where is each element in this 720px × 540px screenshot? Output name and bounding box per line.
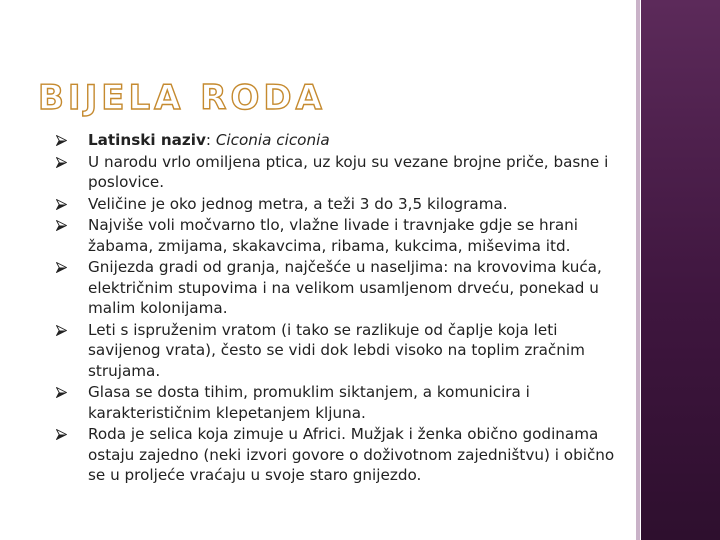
arrowhead-bullet-icon (56, 220, 67, 231)
list-item-text: Najviše voli močvarno tlo, vlažne livade i travnjake gdje se hrani žabama, zmijama, skakavcima, ribama, kukcima, miševima itd. (88, 216, 579, 255)
arrowhead-bullet-icon (56, 325, 67, 336)
arrowhead-bullet-icon (56, 199, 67, 210)
list-item-text: Gnijezda gradi od granja, najčešće u naseljima: na krovovima kuća, električnim stupovima i na velikom usamljenom drveću, ponekad u malim kolonijama. (88, 258, 602, 317)
arrowhead-bullet-icon (56, 429, 67, 440)
list-item (56, 130, 626, 151)
arrowhead-bullet-icon (56, 262, 67, 273)
list-item-text: Leti s ispruženim vratom (i tako se razlikuje od čaplje koja leti savijenog vrata), često se vidi dok lebdi visoko na toplim zračnim strujama. (88, 320, 585, 380)
list-item (56, 320, 626, 382)
list-item-text: Glasa se dosta tihim, promuklim siktanjem, a komunicira i karakterističnim klepetanjem kljuna. (88, 383, 530, 422)
latin-name-separator: : (205, 131, 216, 149)
side-band-light (636, 0, 640, 540)
list-item (56, 152, 626, 193)
list-item (56, 382, 626, 423)
list-item (56, 257, 626, 319)
list-item-text: U narodu vrlo omiljena ptica, uz koju su vezane brojne priče, basne i poslovice. (88, 152, 609, 191)
arrowhead-bullet-icon (56, 157, 67, 168)
list-item-text: Roda je selica koja zimuje u Africi. Mužjak i ženka obično godinama ostaju zajedno (neki izvori govore o doživotnom zajedništvu) i obično se u proljeće vraćaju u svoje staro gnijezdo. (88, 425, 615, 484)
list-item (56, 194, 626, 215)
bullet-list (56, 130, 626, 486)
latin-name-label: Latinski naziv (88, 131, 206, 149)
slide-title: BIJELA RODA (38, 78, 326, 118)
list-item-text: Veličine je oko jednog metra, a teži 3 do 3,5 kilograma. (88, 194, 508, 213)
list-item (56, 424, 626, 486)
arrowhead-bullet-icon (56, 135, 67, 146)
list-item (56, 215, 626, 256)
arrowhead-bullet-icon (56, 387, 67, 398)
side-band (641, 0, 720, 540)
latin-name-value: Ciconia ciconia (215, 131, 330, 149)
